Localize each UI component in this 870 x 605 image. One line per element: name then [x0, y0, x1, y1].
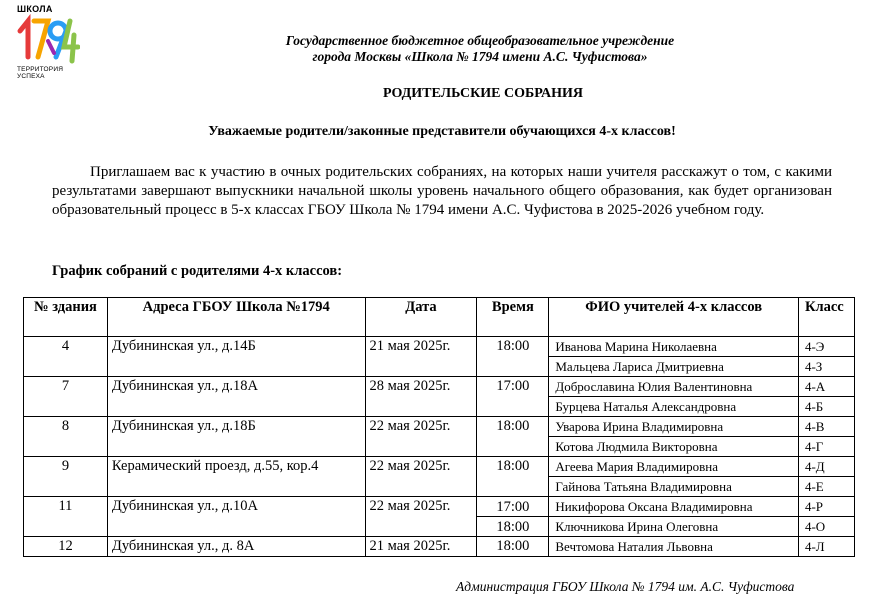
logo-tagline: ТЕРРИТОРИЯ УСПЕХА [17, 66, 64, 80]
class-name: 4-Е [798, 477, 854, 497]
address: Керамический проезд, д.55, кор.4 [107, 457, 365, 497]
header-date: Дата [365, 298, 477, 337]
organization-name: Государственное бюджетное общеобразовательное учреждение города Москвы «Школа № 1794 имени А.С. Чуфистова» [285, 33, 675, 64]
address: Дубининская ул., д.18Б [107, 417, 365, 457]
table-row [24, 537, 855, 557]
teacher-name: Иванова Марина Николаевна [549, 337, 799, 357]
teacher-name: Бурцева Наталья Александровна [549, 397, 799, 417]
teacher-name: Гайнова Татьяна Владимировна [549, 477, 799, 497]
time: 18:00 [477, 337, 549, 377]
date: 22 мая 2025г. [365, 497, 477, 537]
header-teachers: ФИО учителей 4-х классов [549, 298, 799, 337]
address: Дубининская ул., д.18А [107, 377, 365, 417]
teacher-name: Доброславина Юлия Валентиновна [549, 377, 799, 397]
teacher-name: Никифорова Оксана Владимировна [549, 497, 799, 517]
page-title: РОДИТЕЛЬСКИЕ СОБРАНИЯ [382, 86, 584, 101]
schedule-table [23, 297, 855, 557]
building-num: 11 [24, 497, 108, 537]
header-class: Класс [798, 298, 854, 337]
class-name: 4-А [798, 377, 854, 397]
invitation-paragraph: Приглашаем вас к участию в очных родительских собраниях, на которых наши учителя расскажут о том, с какими результатами завершают выпускники начальной школы уровень начального общего образования, как будет организован образовательный процесс в 5-х классах ГБОУ Школа № 1794 имени А.С. Чуфистова в 2025-2026 учебном году. [52, 164, 832, 218]
time: 18:00 [477, 517, 549, 537]
address: Дубининская ул., д.10А [107, 497, 365, 537]
teacher-name: Мальцева Лариса Дмитриевна [549, 357, 799, 377]
class-name: 4-Э [798, 337, 854, 357]
header-num: № здания [24, 298, 108, 337]
logo-number-graphic [14, 13, 80, 65]
teacher-name: Уварова Ирина Владимировна [549, 417, 799, 437]
time: 18:00 [477, 537, 549, 557]
building-num: 9 [24, 457, 108, 497]
class-name: 4-Л [798, 537, 854, 557]
building-num: 7 [24, 377, 108, 417]
address: Дубининская ул., д. 8А [107, 537, 365, 557]
class-name: 4-В [798, 417, 854, 437]
building-num: 8 [24, 417, 108, 457]
time: 18:00 [477, 457, 549, 497]
date: 21 мая 2025г. [365, 337, 477, 377]
table-row [24, 417, 855, 437]
logo-school-text: ШКОЛА [17, 4, 53, 14]
class-name: 4-Б [798, 397, 854, 417]
table-row [24, 457, 855, 477]
greeting: Уважаемые родители/законные представители обучающихся 4-х классов! [208, 124, 676, 139]
class-name: 4-Р [798, 497, 854, 517]
header-address: Адреса ГБОУ Школа №1794 [107, 298, 365, 337]
building-num: 12 [24, 537, 108, 557]
footer-signature: Администрация ГБОУ Школа № 1794 им. А.С. Чуфистова [456, 579, 795, 594]
school-logo [14, 4, 84, 84]
table-row [24, 377, 855, 397]
teacher-name: Агеева Мария Владимировна [549, 457, 799, 477]
teacher-name: Вечтомова Наталия Львовна [549, 537, 799, 557]
address: Дубининская ул., д.14Б [107, 337, 365, 377]
date: 21 мая 2025г. [365, 537, 477, 557]
time: 17:00 [477, 377, 549, 417]
class-name: 4-Г [798, 437, 854, 457]
teacher-name: Ключникова Ирина Олеговна [549, 517, 799, 537]
teacher-name: Котова Людмила Викторовна [549, 437, 799, 457]
table-row [24, 497, 855, 517]
building-num: 4 [24, 337, 108, 377]
table-row [24, 337, 855, 357]
class-name: 4-Д [798, 457, 854, 477]
time: 17:00 [477, 497, 549, 517]
class-name: 4-З [798, 357, 854, 377]
date: 22 мая 2025г. [365, 417, 477, 457]
schedule-title: График собраний с родителями 4-х классов: [52, 263, 343, 279]
date: 22 мая 2025г. [365, 457, 477, 497]
table-header-row [24, 298, 855, 337]
class-name: 4-О [798, 517, 854, 537]
date: 28 мая 2025г. [365, 377, 477, 417]
time: 18:00 [477, 417, 549, 457]
header-time: Время [477, 298, 549, 337]
